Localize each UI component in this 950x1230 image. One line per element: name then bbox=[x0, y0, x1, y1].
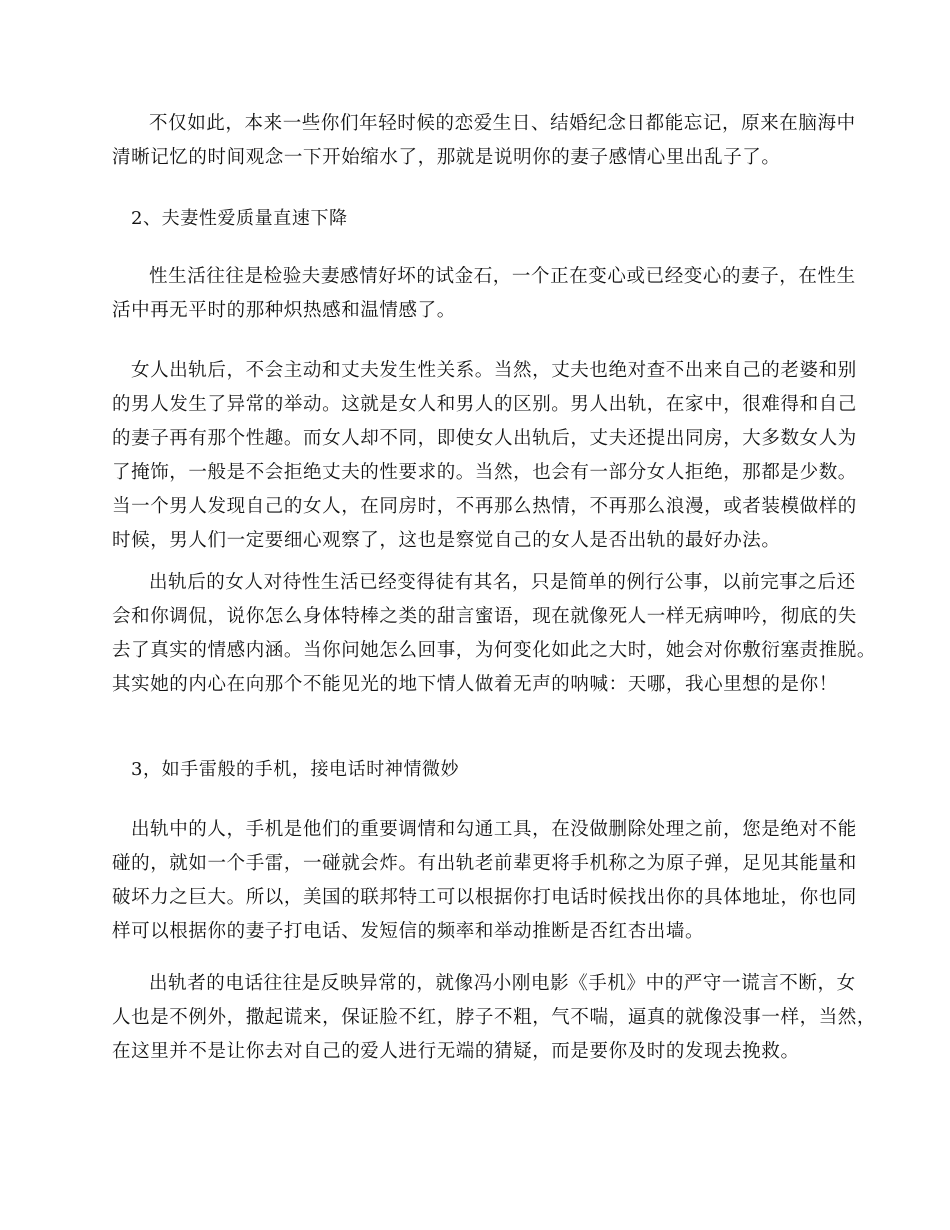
text-line: 的妻子再有那个性趣。而女人却不同，即使女人出轨后，丈夫还提出同房，大多数女人为 bbox=[112, 428, 857, 449]
text-line: 会和你调侃，说你怎么身体特棒之类的甜言蜜语，现在就像死人一样无病呻吟，彻底的失 bbox=[112, 606, 857, 627]
text-line: 的男人发生了异常的举动。这就是女人和男人的区别。男人出轨，在家中，很难得和自己 bbox=[112, 394, 857, 415]
text-line: 性生活往往是检验夫妻感情好坏的试金石，一个正在变心或已经变心的妻子，在性生 bbox=[149, 266, 856, 287]
text-line: 在这里并不是让你去对自己的爱人进行无端的猜疑，而是要你及时的发现去挽救。 bbox=[112, 1041, 800, 1062]
text-line: 破坏力之巨大。所以，美国的联邦特工可以根据你打电话时候找出你的具体地址，你也同 bbox=[112, 887, 857, 908]
paragraph bbox=[112, 813, 857, 949]
text-line: 清晰记忆的时间观念一下开始缩水了，那就是说明你的妻子感情心里出乱子了。 bbox=[112, 147, 781, 168]
text-line: 当一个男人发现自己的女人，在同房时，不再那么热情，不再那么浪漫，或者装模做样的 bbox=[112, 496, 857, 517]
text-line: 女人出轨后，不会主动和丈夫发生性关系。当然，丈夫也绝对查不出来自己的老婆和别 bbox=[131, 360, 857, 381]
text-line: 出轨后的女人对待性生活已经变得徒有其名，只是简单的例行公事，以前完事之后还 bbox=[149, 572, 856, 593]
paragraph bbox=[112, 967, 877, 1069]
paragraph bbox=[112, 107, 856, 175]
paragraph bbox=[112, 260, 856, 328]
text-line: 其实她的内心在向那个不能见光的地下情人做着无声的呐喊：天哪，我心里想的是你！ bbox=[112, 674, 838, 695]
text-line: 碰的，就如一个手雷，一碰就会炸。有出轨老前辈更将手机称之为原子弹，足见其能量和 bbox=[112, 853, 857, 874]
text-line: 了掩饰，一般是不会拒绝丈夫的性要求的。当然，也会有一部分女人拒绝，那都是少数。 bbox=[112, 462, 857, 483]
text-line: 活中再无平时的那种炽热感和温情感了。 bbox=[112, 300, 456, 321]
section-heading bbox=[112, 202, 842, 236]
paragraph bbox=[112, 354, 857, 558]
heading-text: 2、夫妻性爱质量直速下降 bbox=[131, 208, 348, 229]
text-line: 时候，男人们一定要细心观察了，这也是察觉自己的女人是否出轨的最好办法。 bbox=[112, 530, 781, 551]
text-line: 不仅如此，本来一些你们年轻时候的恋爱生日、结婚纪念日都能忘记，原来在脑海中 bbox=[149, 113, 856, 134]
text-line: 去了真实的情感内涵。当你问她怎么回事，为何变化如此之大时，她会对你敷衍塞责推脱。 bbox=[112, 640, 877, 661]
section-heading bbox=[112, 753, 842, 787]
text-line: 出轨者的电话往往是反映异常的，就像冯小刚电影《手机》中的严守一谎言不断，女 bbox=[149, 973, 856, 994]
text-line: 样可以根据你的妻子打电话、发短信的频率和举动推断是否红杏出墙。 bbox=[112, 921, 705, 942]
text-line: 出轨中的人，手机是他们的重要调情和勾通工具，在没做删除处理之前，您是绝对不能 bbox=[131, 819, 857, 840]
text-line: 人也是不例外，撒起谎来，保证脸不红，脖子不粗，气不喘，逼真的就像没事一样，当然， bbox=[112, 1007, 877, 1028]
paragraph bbox=[112, 566, 877, 702]
heading-text: 3，如手雷般的手机，接电话时神情微妙 bbox=[131, 759, 460, 780]
